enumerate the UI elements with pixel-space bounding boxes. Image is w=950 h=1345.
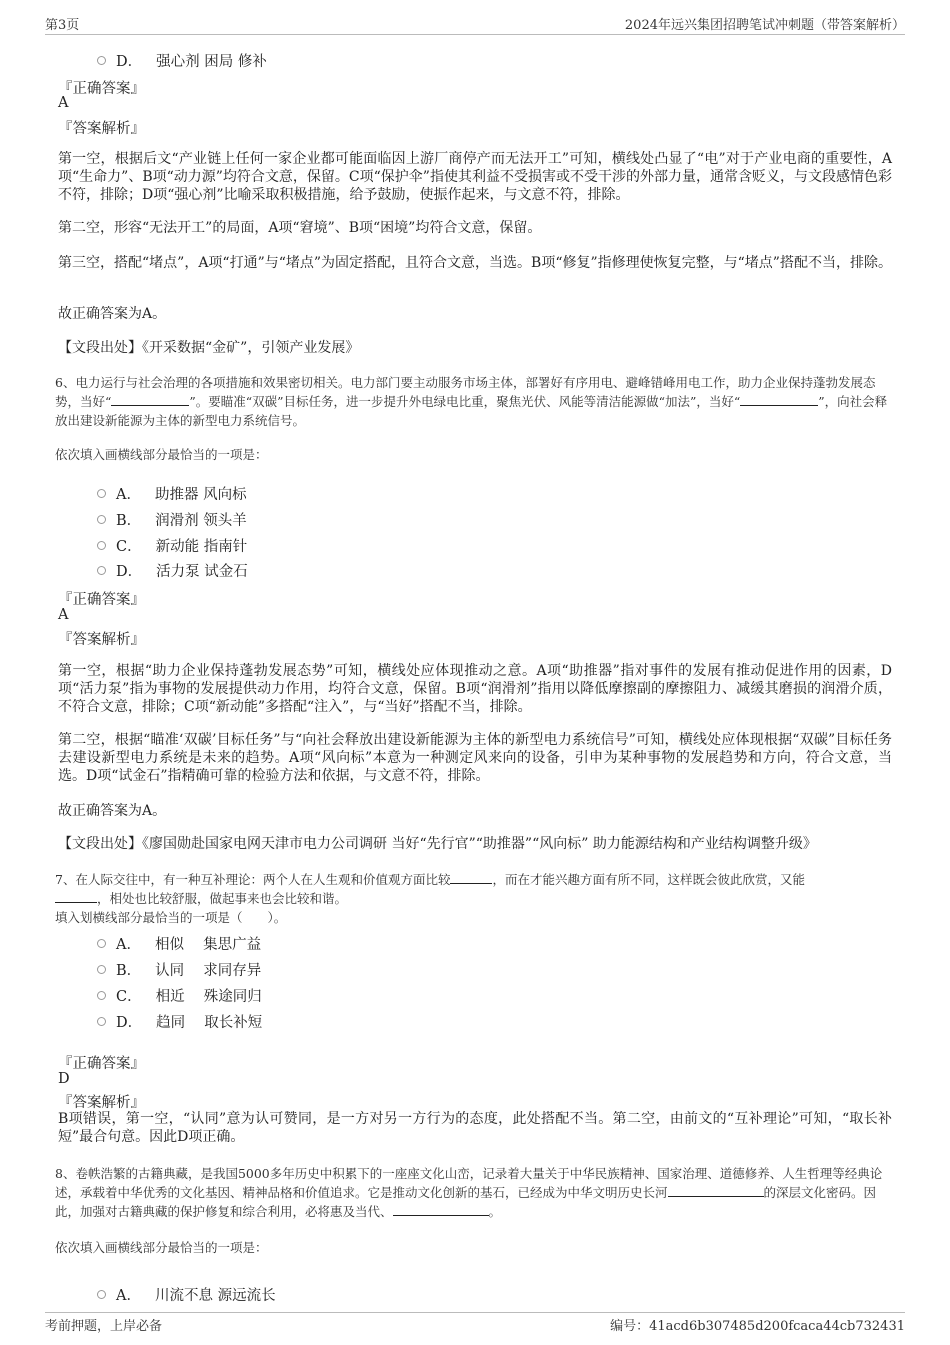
answer-value: A bbox=[58, 607, 69, 623]
page-header bbox=[45, 14, 905, 35]
analysis-paragraph: 第二空，形容“无法开工”的局面，A项“窘境”、B项“困境”均符合文意，保留。 bbox=[58, 220, 542, 236]
footer-slogan: 考前押题，上岸必备 bbox=[45, 1319, 163, 1334]
answer-label: 『正确答案』 bbox=[58, 81, 145, 97]
question-prompt: 依次填入画横线部分最恰当的一项是： bbox=[55, 447, 268, 462]
analysis-paragraph: 第一空，根据后文“产业链上任何一家企业都可能面临因上游厂商停产而无法开工”可知，横线处凸显了“电”对于产业电商的重要性，A项“生命力”、B项“动力源”均符合文意，保留。C项“保护伞”指使其利益不受损害或不受干涉的外部力量，通常含贬义，与文段感情色彩不符，排除；D项“强心剂”比喻采取积极措施，给予鼓励，使振作起来，与文意不符，排除。 bbox=[58, 151, 892, 203]
analysis-conclusion: 故正确答案为A。 bbox=[58, 803, 167, 819]
fill-blank bbox=[740, 393, 818, 406]
radio-icon[interactable] bbox=[97, 541, 106, 550]
analysis-label: 『答案解析』 bbox=[58, 632, 145, 648]
option-d[interactable]: D． 趋同 取长补短 bbox=[97, 1011, 262, 1032]
analysis-paragraph: 第三空，搭配“堵点”，A项“打通”与“堵点”为固定搭配，且符合文意，当选。B项“修复”指修理使恢复完整，与“堵点”搭配不当，排除。 bbox=[58, 255, 892, 271]
question-stem: 8、卷帙浩繁的古籍典藏，是我国5000多年历史中积累下的一座座文化山峦，记录着大量关于中华民族精神、国家治理、道德修养、人生哲理等经典论述，承载着中华优秀的文化基因、精神品格和价值追求。它是推动文化创新的基石，已经成为中华文明历史长河 的深层文化密码。因此，加强对古籍典藏的保护修复和综合利用，必将惠及当代、 。 bbox=[55, 1166, 883, 1219]
analysis-paragraph: 第二空，根据“瞄准‘双碳’目标任务”与“向社会释放出建设新能源为主体的新型电力系统信号”可知，横线处应体现根据“双碳”目标任务去建设新型电力系统是未来的趋势。A项“风向标”本意为一种测定风来向的设备，引申为某种事物的发展趋势和方向，符合文意，当选。D项“试金石”指精确可靠的检验方法和依据，与文意不符，排除。 bbox=[58, 732, 892, 784]
answer-value: A bbox=[58, 95, 69, 111]
fill-blank bbox=[111, 393, 189, 406]
document-code: 编号：41acd6b307485d200fcaca44cb732431 bbox=[610, 1319, 905, 1334]
radio-icon[interactable] bbox=[97, 56, 106, 65]
analysis-paragraph: B项错误，第一空，“认同”意为认可赞同，是一方对另一方行为的态度，此处搭配不当。第二空，由前文的“互补理论”可知，“取长补短”最合句意。因此D项正确。 bbox=[58, 1111, 892, 1145]
fill-blank bbox=[668, 1184, 764, 1197]
radio-icon[interactable] bbox=[97, 991, 106, 1000]
option-b[interactable]: B． 润滑剂 领头羊 bbox=[97, 509, 247, 530]
question-stem: 6、电力运行与社会治理的各项措施和效果密切相关。电力部门要主动服务市场主体，部署好有序用电、避峰错峰用电工作，助力企业保持蓬勃发展态势，当好“ ”。要瞄准“双碳”目标任务，进一步提升外电绿电比重，聚焦光伏、风能等清洁能源做“加法”，当好“ ”，向社会释放出建设新能源为主体的新型电力系统信号。 bbox=[55, 375, 888, 428]
radio-icon[interactable] bbox=[97, 1017, 106, 1026]
analysis-label: 『答案解析』 bbox=[58, 1095, 145, 1111]
analysis-paragraph: 第一空，根据“助力企业保持蓬勃发展态势”可知，横线处应体现推动之意。A项“助推器”指对事件的发展有推动促进作用的因素，D项“活力泵”指为事物的发展提供动力作用，均符合文意，保留。B项“润滑剂”指用以降低摩擦副的摩擦阻力、减缓其磨损的润滑介质，不符合文意，排除；C项“新动能”多搭配“注入”，与“当好”搭配不当，排除。 bbox=[58, 663, 892, 715]
radio-icon[interactable] bbox=[97, 566, 106, 575]
option-c[interactable]: C． 新动能 指南针 bbox=[97, 535, 247, 556]
page-footer bbox=[45, 1312, 905, 1334]
radio-icon[interactable] bbox=[97, 939, 106, 948]
option-c[interactable]: C． 相近 殊途同归 bbox=[97, 985, 262, 1006]
analysis-label: 『答案解析』 bbox=[58, 121, 145, 137]
analysis-conclusion: 故正确答案为A。 bbox=[58, 306, 167, 322]
answer-value: D bbox=[58, 1071, 70, 1087]
answer-label: 『正确答案』 bbox=[58, 592, 145, 608]
answer-label: 『正确答案』 bbox=[58, 1056, 145, 1072]
document-title: 2024年远兴集团招聘笔试冲刺题（带答案解析） bbox=[624, 18, 905, 33]
radio-icon[interactable] bbox=[97, 965, 106, 974]
option-b[interactable]: B． 认同 求同存异 bbox=[97, 959, 261, 980]
source-citation: 【文段出处】《开采数据“金矿”，引领产业发展》 bbox=[58, 340, 360, 356]
question-stem: 7、在人际交往中，有一种互补理论：两个人在人生观和价值观方面比较 ，而在才能兴趣方面有所不同，这样既会彼此欣赏，又能 ，相处也比较舒服，做起事来也会比较和谐。 bbox=[55, 872, 805, 906]
option-d[interactable]: D． 活力泵 试金石 bbox=[97, 560, 248, 581]
question-prompt: 填入划横线部分最恰当的一项是（ ）。 bbox=[55, 910, 287, 925]
radio-icon[interactable] bbox=[97, 1290, 106, 1299]
question-prompt: 依次填入画横线部分最恰当的一项是： bbox=[55, 1240, 268, 1255]
option-a[interactable]: A． 相似 集思广益 bbox=[97, 933, 261, 954]
fill-blank bbox=[55, 890, 97, 903]
page-number: 第3页 bbox=[45, 18, 80, 33]
source-citation: 【文段出处】《廖国勋赴国家电网天津市电力公司调研 当好“先行官”“助推器”“风向标” 助力能源结构和产业结构调整升级》 bbox=[58, 836, 817, 852]
fill-blank bbox=[450, 871, 492, 884]
option-a[interactable]: A． 川流不息 源远流长 bbox=[97, 1284, 276, 1305]
option-a[interactable]: A． 助推器 风向标 bbox=[97, 483, 247, 504]
radio-icon[interactable] bbox=[97, 489, 106, 498]
option-d[interactable]: D． 强心剂 困局 修补 bbox=[97, 50, 267, 71]
radio-icon[interactable] bbox=[97, 515, 106, 524]
fill-blank bbox=[393, 1203, 489, 1216]
